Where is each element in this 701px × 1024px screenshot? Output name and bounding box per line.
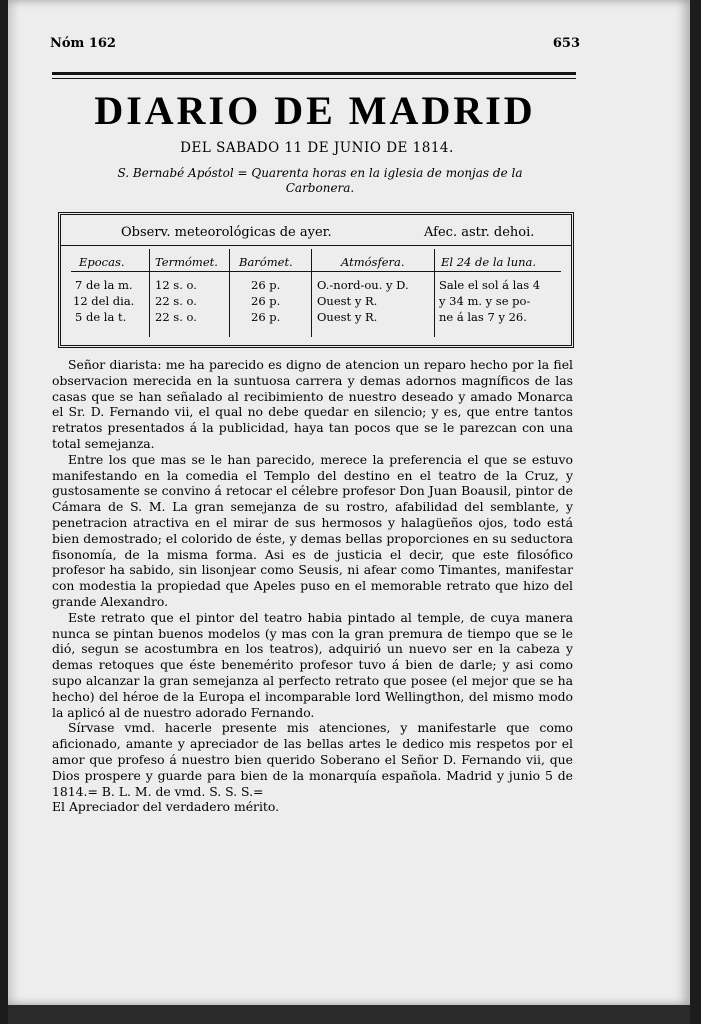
col-header-epocas: Epocas. <box>79 255 125 269</box>
atmosfera-cell: Ouest y R. <box>317 310 378 324</box>
column-divider <box>311 249 312 337</box>
meteorological-table <box>58 212 574 348</box>
issue-number-label: Nóm 162 <box>50 36 116 51</box>
barometro-cell: 26 p. <box>251 310 281 324</box>
termometro-cell: 22 s. o. <box>155 294 197 308</box>
column-divider <box>434 249 435 337</box>
barometro-cell: 26 p. <box>251 294 281 308</box>
page-bottom-edge <box>8 1005 690 1024</box>
barometro-cell: 26 p. <box>251 278 281 292</box>
letter-paragraph: Señor diarista: me ha parecido es digno de atencion un reparo hecho por la fiel observacion merecida en la suntuosa carrera y demas adornos magníficos de las casas que se han señalado al recibimiento de nuestro deseado y amado Monarca el Sr. D. Fernando vii, el qual no debe quedar en silencio; y es, que entre tantos retratos presentados á la publicidad, haya tan pocos que se le parezcan con una total semejanza. <box>52 357 573 451</box>
letter-paragraph: Entre los que mas se le han parecido, merece la preferencia el que se estuvo manifestando en la comedia el Templo del destino en el teatro de la Cruz, y gustosamente se convino á retocar el célebre profesor Don Juan Boausil, pintor de Cámara de S. M. La gran semejanza de su rostro, afabilidad del semblante, y penetracion atractiva en el mirar de sus hermosos y halagüeños ojos, todo está bien demostrado; el colorido de éste, y demas bellas proporciones en su seductora fisonomía, de la misma forma. Asi es de justicia el decir, que este filosófico profesor ha sabido, sin lisonjear como Seusis, ni afear como Timantes, manifestar con modestia la propiedad que Apeles puso en el memorable retrato que hizo del grande Alexandro. <box>52 451 573 609</box>
luna-line: Sale el sol á las 4 <box>439 278 541 292</box>
top-rule-thick <box>52 72 576 75</box>
table-divider <box>71 271 561 272</box>
letter-signature: El Apreciador del verdadero mérito. <box>52 799 280 815</box>
letter-paragraph: Sírvase vmd. hacerle presente mis atenciones, y manifestarle que como aficionado, amante y apreciador de las bellas artes le dedico mis respetos por el amor que profeso á nuestro bien querido Soberano el Señor D. Fernando vii, que Dios prospere y guarde para bien de la monarquía española. Madrid y junio 5 de 1814.= B. L. M. de vmd. S. S. S.= <box>52 720 573 799</box>
epoca-cell: 12 del dia. <box>73 294 135 308</box>
masthead-title: DIARIO DE MADRID <box>94 88 536 133</box>
column-divider <box>229 249 230 337</box>
atmosfera-cell: Ouest y R. <box>317 294 378 308</box>
termometro-cell: 22 s. o. <box>155 310 197 324</box>
astro-title: Afec. astr. dehoi. <box>424 225 535 240</box>
col-header-luna: El 24 de la luna. <box>441 255 537 269</box>
table-divider <box>61 245 571 246</box>
letter-paragraph: Este retrato que el pintor del teatro habia pintado al temple, de cuya manera nunca se pintan buenos modelos (y mas con la gran premura de tiempo que se le dió, segun se acostumbra en los teatros), adquirió un nuevo ser en la cabeza y demas retoques que éste benemérito profesor tuvo á bien de darle; y asi como supo alcanzar la gran semejanza al perfecto retrato que posee (el mejor que se ha hecho) del héroe de la Europa el incomparable lord Wellingthon, del mismo modo la aplicó al de nuestro adorado Fernando. <box>52 609 573 720</box>
col-header-atmosfera: Atmósfera. <box>341 255 405 269</box>
col-header-termometro: Termómet. <box>155 255 218 269</box>
luna-line: ne á las 7 y 26. <box>439 310 527 324</box>
meteo-title: Observ. meteorológicas de ayer. <box>121 225 332 240</box>
column-divider <box>149 249 150 337</box>
saints-of-day: S. Bernabé Apóstol = Quarenta horas en la iglesia de monjas de la Carbonera. <box>117 166 523 195</box>
atmosfera-cell: O.-nord-ou. y D. <box>317 278 409 292</box>
page-number-label: 653 <box>552 36 580 51</box>
epoca-cell: 5 de la t. <box>75 310 127 324</box>
letter-body <box>52 357 573 815</box>
luna-line: y 34 m. y se po- <box>439 294 531 308</box>
col-header-barometro: Barómet. <box>239 255 293 269</box>
epoca-cell: 7 de la m. <box>75 278 133 292</box>
top-rule-thin <box>52 78 576 79</box>
dateline: DEL SABADO 11 DE JUNIO DE 1814. <box>180 140 454 156</box>
termometro-cell: 12 s. o. <box>155 278 197 292</box>
